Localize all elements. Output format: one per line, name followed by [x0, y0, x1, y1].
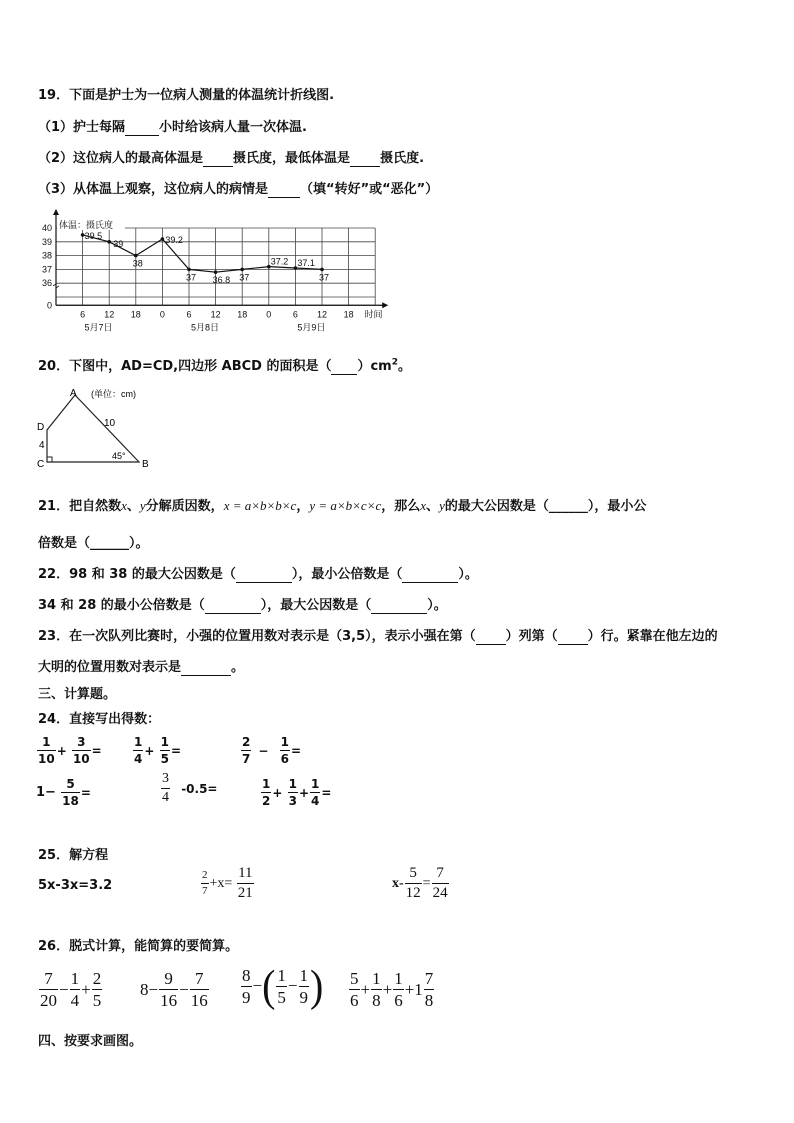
y-axis-title: 体温：摄氏度 [59, 220, 114, 230]
section-4-heading: 四、按要求画图。 [38, 1034, 143, 1049]
q24-expr-1: $\frac{1}{10}$ + $\frac{3}{10}$ = [38, 735, 102, 766]
x-tick-label: 12 [316, 309, 328, 320]
y-tick-label: 36 [41, 278, 52, 289]
data-point [134, 254, 138, 258]
q26-title: 26．脱式计算，能简算的要简算。 [38, 939, 239, 954]
x-tick-label: 6 [292, 309, 298, 320]
label-b: B [142, 459, 149, 470]
data-label: 37 [319, 272, 330, 283]
blank[interactable] [236, 567, 292, 583]
q25-title: 25．解方程 [38, 848, 109, 863]
data-label: 37 [239, 272, 250, 283]
chart-labels [42, 219, 383, 332]
q26-expr-2: 8− $\frac{9}{16}$ − $\frac{7}{16}$ [140, 969, 208, 1010]
right-angle-mark [47, 457, 52, 462]
q25-eq-2: $\frac{2}{7}$ +x= $\frac{11}{21}$ [202, 865, 253, 901]
data-point [187, 268, 191, 272]
left-paren: ( [262, 960, 276, 1011]
y-axis-arrow [53, 209, 59, 215]
x-tick-label: 18 [343, 309, 354, 320]
blank[interactable] [476, 629, 506, 645]
q19-part3: （3）从体温上观察，这位病人的病情是 （填“转好”或“恶化”） [38, 182, 439, 197]
q23-line2: 大明的位置用数对表示是 。 [38, 660, 245, 675]
data-label: 36.8 [212, 275, 231, 286]
quadrilateral-figure [34, 386, 164, 470]
y-tick-label: 39 [41, 236, 52, 247]
y-tick-label: 0 [46, 300, 52, 311]
q24-expr-3: $\frac{2}{7}$ − $\frac{1}{6}$ = [242, 735, 302, 766]
q24-title: 24．直接写出得数： [38, 712, 161, 727]
data-label: 38 [132, 258, 143, 269]
label-ab-length: 10 [104, 418, 116, 429]
chart-grid [56, 228, 375, 305]
x-tick-label: 6 [186, 309, 192, 320]
data-point [240, 268, 244, 272]
axis-break-mark [53, 284, 59, 288]
section-3-heading: 三、计算题。 [38, 687, 117, 702]
label-d: D [37, 422, 45, 433]
data-label: 37.1 [297, 258, 315, 269]
q26-expr-1: $\frac{7}{20}$ − $\frac{1}{4}$ + $\frac{2}{5}$ [40, 969, 102, 1010]
q23-line1: 23．在一次队列比赛时，小强的位置用数对表示是（3,5），表示小强在第（ ）列第（ ）行。紧靠在他左边的 [38, 629, 718, 644]
right-paren: ) [310, 960, 324, 1011]
data-label: 37 [186, 272, 197, 283]
blank[interactable] [371, 598, 427, 614]
blank[interactable]: ______ [548, 499, 588, 514]
blank[interactable] [268, 182, 300, 198]
data-label: 39.2 [165, 235, 183, 246]
unit-label: (单位：cm) [91, 389, 136, 399]
x-tick-label: 12 [104, 309, 115, 320]
temperature-line-chart [30, 208, 390, 340]
data-label: 39.5 [84, 230, 103, 241]
q26-expr-4: $\frac{5}{6}$ + $\frac{1}{8}$ + $\frac{1}{6}$ +1 $\frac{7}{8}$ [350, 969, 434, 1010]
x-tick-label: 0 [159, 309, 165, 320]
q26-expr-3: $\frac{8}{9}$ −( $\frac{1}{5}$ − $\frac{1}{9}$ ) [242, 960, 324, 1011]
q22-line1: 22．98 和 38 的最大公因数是（ ），最小公倍数是（ ）。 [38, 567, 478, 582]
blank[interactable] [558, 629, 588, 645]
day-label: 5月9日 [297, 322, 326, 333]
data-label: 39 [113, 238, 124, 249]
data-point [320, 268, 324, 272]
data-point [107, 240, 111, 244]
blank[interactable] [331, 359, 357, 375]
blank[interactable]: ______ [90, 536, 130, 551]
day-label: 5月7日 [84, 322, 113, 333]
y-tick-label: 38 [41, 250, 52, 261]
q20-text: 20．下图中，AD=CD,四边形 ABCD 的面积是（ ）$cm^2$。 [38, 357, 412, 374]
x-tick-label: 18 [237, 309, 248, 320]
x-axis-arrow [382, 302, 388, 308]
q25-eq-3: x- $\frac{5}{12}$ = $\frac{7}{24}$ [392, 865, 448, 901]
q24-expr-2: $\frac{1}{4}$ + $\frac{1}{5}$ = [134, 735, 182, 766]
q24-expr-6: $\frac{1}{2}$ + $\frac{1}{3}$ + $\frac{1}{4}$ = [262, 777, 332, 808]
x-tick-label: 0 [266, 309, 272, 320]
data-point [214, 270, 218, 274]
label-dc-length: 4 [39, 440, 45, 451]
label-angle: 45° [112, 451, 126, 461]
blank[interactable] [181, 660, 231, 676]
y-tick-label: 40 [41, 223, 52, 233]
x-axis-title: 时间 [364, 309, 383, 320]
q24-expr-5: $\frac{3}{4}$ -0.5= [162, 771, 218, 805]
data-point [161, 237, 165, 241]
q19-part1: （1）护士每隔 小时给该病人量一次体温. [38, 120, 307, 135]
y-tick-label: 37 [41, 264, 52, 275]
q19-part2: （2）这位病人的最高体温是 摄氏度，最低体温是 摄氏度. [38, 151, 425, 166]
blank[interactable] [205, 598, 261, 614]
x-tick-label: 6 [80, 309, 86, 320]
x-tick-label: 18 [130, 309, 141, 320]
q21-line2: 倍数是（______）。 [38, 536, 149, 551]
q21-line1: 21．把自然数x、y分解质因数，x = a×b×b×c，y = a×b×c×c，那么x、y的最大公因数是（______），最小公 [38, 498, 647, 514]
blank[interactable] [402, 567, 458, 583]
q25-eq-1: 5x-3x=3.2 [38, 878, 113, 893]
x-tick-label: 12 [210, 309, 221, 320]
q24-expr-4: 1− $\frac{5}{18}$ = [36, 777, 91, 808]
blank[interactable] [125, 120, 159, 136]
blank[interactable] [350, 151, 380, 167]
data-label: 37.2 [270, 256, 289, 267]
blank[interactable] [203, 151, 233, 167]
label-c: C [37, 459, 45, 470]
q22-line2: 34 和 28 的最小公倍数是（ ），最大公因数是（ ）。 [38, 598, 447, 613]
label-a: A [70, 388, 77, 399]
q19-title: 19．下面是护士为一位病人测量的体温统计折线图. [38, 88, 335, 103]
day-label: 5月8日 [190, 322, 219, 333]
